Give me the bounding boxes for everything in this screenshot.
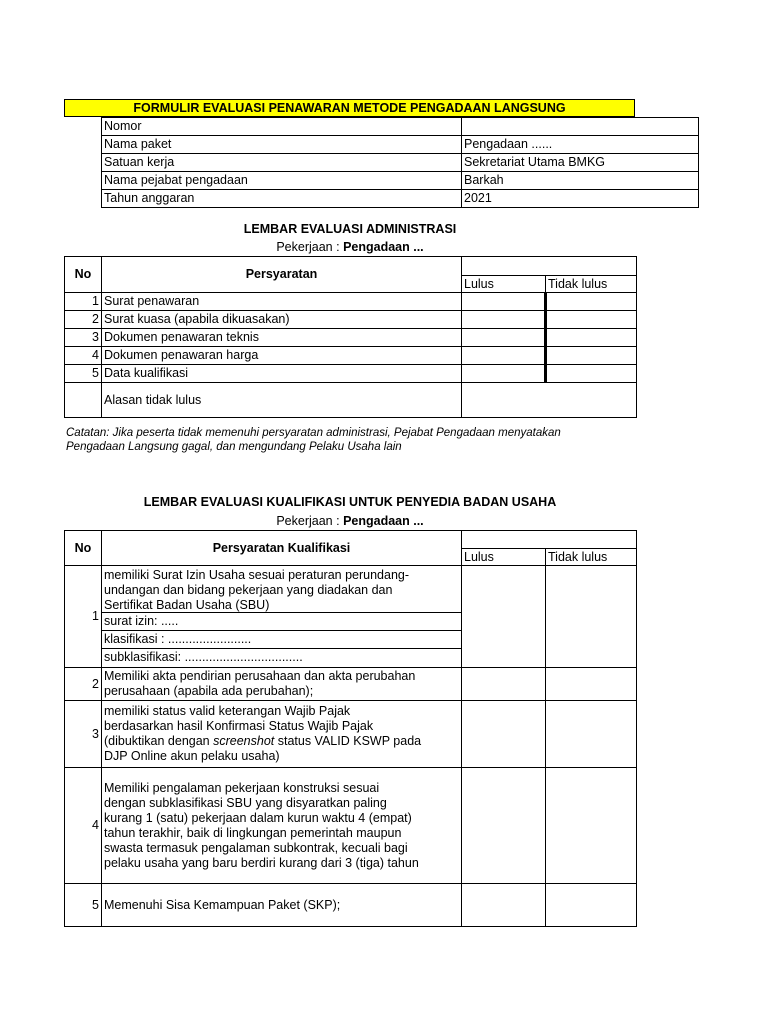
pass-cell[interactable]	[462, 329, 546, 347]
info-row	[102, 190, 699, 208]
row-text	[102, 566, 462, 668]
qual-col-result	[462, 531, 637, 549]
text-line: perusahaan (apabila ada perubahan);	[104, 684, 314, 698]
qual-work-prefix: Pekerjaan :	[276, 514, 344, 528]
row-text: Memenuhi Sisa Kemampuan Paket (SKP);	[102, 884, 462, 927]
row-text: Surat penawaran	[102, 293, 462, 311]
qual-work	[0, 514, 700, 528]
admin-title: LEMBAR EVALUASI ADMINISTRASI	[243, 222, 457, 236]
admin-col-req: Persyaratan	[102, 257, 462, 293]
fail-cell[interactable]	[546, 329, 637, 347]
reason-label: Alasan tidak lulus	[102, 383, 462, 418]
fail-cell[interactable]	[546, 566, 637, 668]
reason-no	[65, 383, 102, 418]
row-text: Dokumen penawaran teknis	[102, 329, 462, 347]
text-line: undangan dan bidang pekerjaan yang diadakan dan	[104, 583, 393, 597]
info-label: Tahun anggaran	[102, 190, 462, 208]
license-line: surat izin: .....	[102, 613, 461, 631]
admin-work-value: Pengadaan ...	[343, 240, 424, 254]
text-line: pelaku usaha yang baru berdiri kurang dari 3 (tiga) tahun	[104, 855, 419, 870]
row-no: 2	[65, 668, 102, 701]
table-row	[65, 329, 637, 347]
reason-cell[interactable]	[462, 383, 637, 418]
subclassification-line: subklasifikasi: ..................................	[104, 650, 303, 664]
pass-cell[interactable]	[462, 668, 546, 701]
fail-cell[interactable]	[546, 701, 637, 768]
text-line: swasta termasuk pengalaman subkontrak, kecuali bagi	[104, 840, 408, 855]
admin-work-prefix: Pekerjaan :	[276, 240, 344, 254]
info-label: Satuan kerja	[102, 154, 462, 172]
text-line: tahun terakhir, baik di lingkungan pemerintah maupun	[104, 825, 402, 840]
admin-work	[0, 240, 700, 254]
admin-note-line1: Catatan: Jika peserta tidak memenuhi persyaratan administrasi, Pejabat Pengadaan menyatakan	[66, 427, 561, 439]
table-row	[65, 701, 637, 768]
reason-row	[65, 383, 637, 418]
qual-col-no: No	[65, 531, 102, 566]
table-row	[65, 566, 637, 668]
admin-note-line2: Pengadaan Langsung gagal, dan mengundang Pelaku Usaha lain	[66, 441, 402, 453]
text-line	[104, 734, 459, 749]
admin-col-pass: Lulus	[462, 276, 546, 293]
qual-col-pass: Lulus	[462, 549, 546, 566]
text-line: dengan subklasifikasi SBU yang disyaratkan paling	[104, 795, 387, 810]
text-part: (dibuktikan dengan	[104, 734, 214, 748]
fail-cell[interactable]	[546, 884, 637, 927]
qual-work-value: Pengadaan ...	[343, 514, 424, 528]
pass-cell[interactable]	[462, 347, 546, 365]
row-text	[102, 768, 462, 884]
row-no: 4	[65, 768, 102, 884]
row-no: 3	[65, 329, 102, 347]
table-row	[65, 365, 637, 383]
row-text	[102, 701, 462, 768]
row-text: Surat kuasa (apabila dikuasakan)	[102, 311, 462, 329]
text-emphasis: screenshot	[213, 734, 275, 748]
pass-cell[interactable]	[462, 365, 546, 383]
pass-cell[interactable]	[462, 884, 546, 927]
text-line: DJP Online akun pelaku usaha)	[104, 749, 280, 763]
info-value: Pengadaan ......	[462, 136, 699, 154]
admin-col-result	[462, 257, 637, 276]
row-text: Data kualifikasi	[102, 365, 462, 383]
admin-col-fail: Tidak lulus	[546, 276, 637, 293]
text-line: berdasarkan hasil Konfirmasi Status Wajib Pajak	[104, 719, 374, 733]
qual-col-req: Persyaratan Kualifikasi	[102, 531, 462, 566]
text-line: memiliki Surat Izin Usaha sesuai peraturan perundang-	[104, 568, 410, 582]
info-row	[102, 154, 699, 172]
row-no: 2	[65, 311, 102, 329]
info-value: Sekretariat Utama BMKG	[462, 154, 699, 172]
text-line: kurang 1 (satu) pekerjaan dalam kurun waktu 4 (empat)	[104, 810, 412, 825]
row1-main	[102, 566, 461, 613]
table-row	[65, 884, 637, 927]
table-row	[65, 668, 637, 701]
pass-cell[interactable]	[462, 311, 546, 329]
text-line: memiliki status valid keterangan Wajib Pajak	[104, 704, 351, 718]
fail-cell[interactable]	[546, 347, 637, 365]
table-row	[65, 311, 637, 329]
row-no: 1	[65, 566, 102, 668]
text-line: Sertifikat Badan Usaha (SBU)	[104, 598, 270, 612]
fail-cell[interactable]	[546, 668, 637, 701]
text-line: Memiliki pengalaman pekerjaan konstruksi sesuai	[104, 780, 380, 795]
admin-table	[64, 256, 637, 418]
pass-cell[interactable]	[462, 701, 546, 768]
info-label: Nama paket	[102, 136, 462, 154]
text-part: status VALID KSWP pada	[274, 734, 422, 748]
row-no: 5	[65, 884, 102, 927]
table-row	[65, 293, 637, 311]
info-table	[101, 117, 699, 208]
form-title: FORMULIR EVALUASI PENAWARAN METODE PENGADAAN LANGSUNG	[64, 99, 635, 117]
classification-line: klasifikasi : ........................	[102, 631, 461, 649]
info-row	[102, 118, 699, 136]
info-row	[102, 172, 699, 190]
qual-title: LEMBAR EVALUASI KUALIFIKASI UNTUK PENYEDIA BADAN USAHA	[143, 495, 557, 509]
row-no: 3	[65, 701, 102, 768]
info-value	[462, 118, 699, 136]
fail-cell[interactable]	[546, 365, 637, 383]
fail-cell[interactable]	[546, 768, 637, 884]
info-label: Nomor	[102, 118, 462, 136]
text-line: Memiliki akta pendirian perusahaan dan akta perubahan	[104, 669, 416, 683]
info-value: Barkah	[462, 172, 699, 190]
row-no: 4	[65, 347, 102, 365]
fail-cell[interactable]	[546, 293, 637, 311]
info-row	[102, 136, 699, 154]
row-text	[102, 668, 462, 701]
qual-table	[64, 530, 637, 927]
pass-cell[interactable]	[462, 293, 546, 311]
qual-col-fail: Tidak lulus	[546, 549, 637, 566]
row-text: Dokumen penawaran harga	[102, 347, 462, 365]
fail-cell[interactable]	[546, 311, 637, 329]
row-no: 5	[65, 365, 102, 383]
admin-col-no: No	[65, 257, 102, 293]
info-value: 2021	[462, 190, 699, 208]
table-row	[65, 347, 637, 365]
info-label: Nama pejabat pengadaan	[102, 172, 462, 190]
admin-note	[66, 426, 666, 454]
row-no: 1	[65, 293, 102, 311]
pass-cell[interactable]	[462, 768, 546, 884]
table-row	[65, 768, 637, 884]
pass-cell[interactable]	[462, 566, 546, 668]
